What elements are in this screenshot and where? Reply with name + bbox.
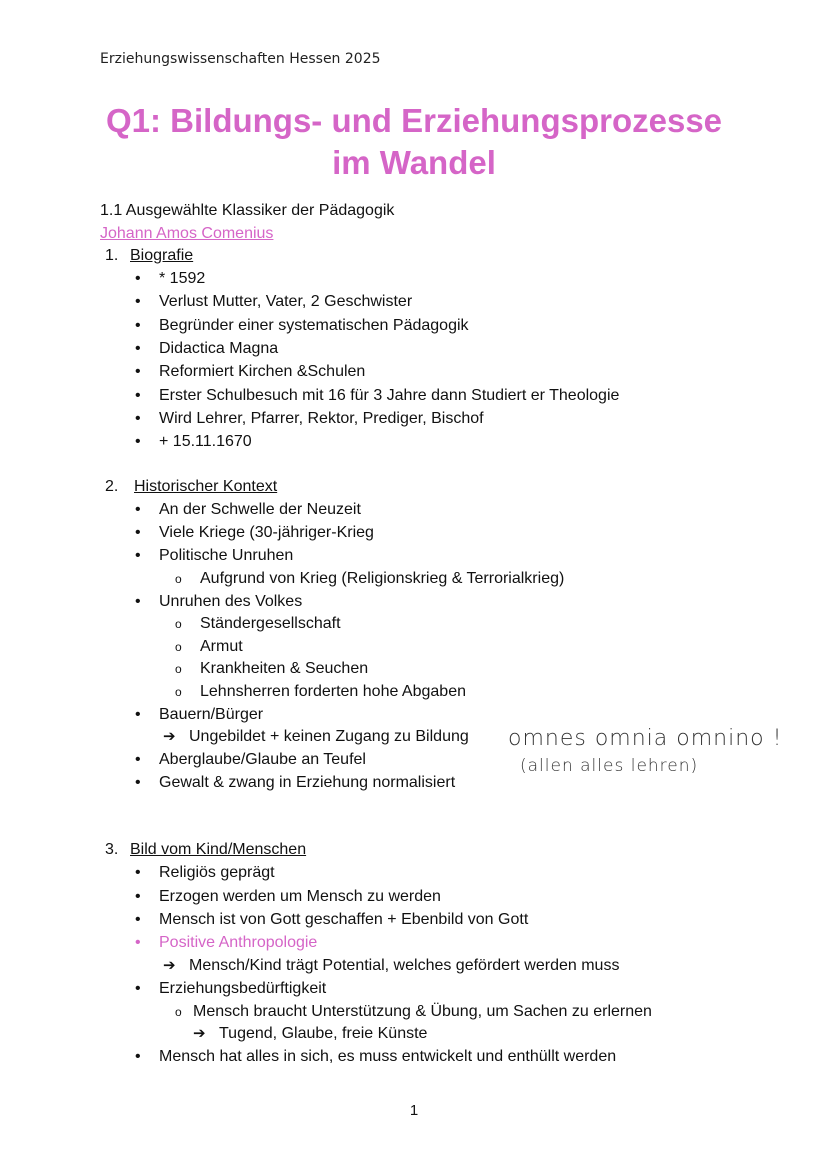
sub-list-item: Armut [200, 638, 243, 655]
bullet-icon: • [135, 363, 141, 380]
circle-bullet-icon: o [175, 617, 182, 631]
bullet-icon: • [135, 751, 141, 768]
sub-list-item: Aufgrund von Krieg (Religionskrieg & Terrorialkrieg) [200, 570, 565, 587]
arrow-right-icon: ➔ [163, 957, 176, 974]
list-item-highlight: Positive Anthropologie [159, 934, 318, 951]
section-1-number: 1. [105, 247, 119, 264]
bullet-icon: • [135, 270, 141, 287]
arrow-right-icon: ➔ [163, 728, 176, 745]
list-item: Mensch ist von Gott geschaffen + Ebenbild von Gott [159, 911, 529, 928]
list-item: Politische Unruhen [159, 547, 294, 564]
list-item: Bauern/Bürger [159, 706, 264, 723]
bullet-icon: • [135, 317, 141, 334]
circle-bullet-icon: o [175, 640, 182, 654]
bullet-icon: • [135, 410, 141, 427]
page-header: Erziehungswissenschaften Hessen 2025 [100, 51, 381, 67]
arrow-item: Tugend, Glaube, freie Künste [219, 1025, 428, 1042]
list-item: Erster Schulbesuch mit 16 für 3 Jahre dann Studiert er Theologie [159, 387, 620, 404]
section-2-title: Historischer Kontext [134, 478, 278, 495]
person-link[interactable]: Johann Amos Comenius [100, 225, 274, 242]
sub-list-item: Mensch braucht Unterstützung & Übung, um Sachen zu erlernen [193, 1003, 652, 1020]
list-item: Gewalt & zwang in Erziehung normalisiert [159, 774, 456, 791]
title-line-2: im Wandel [332, 144, 496, 181]
list-item: Begründer einer systematischen Pädagogik [159, 317, 469, 334]
bullet-icon: • [135, 387, 141, 404]
bullet-icon: • [135, 934, 141, 951]
bullet-icon: • [135, 980, 141, 997]
section-2-number: 2. [105, 478, 119, 495]
page-number: 1 [409, 1102, 419, 1119]
list-item: Verlust Mutter, Vater, 2 Geschwister [159, 293, 413, 310]
list-item: + 15.11.1670 [159, 433, 252, 450]
bullet-icon: • [135, 911, 141, 928]
bullet-icon: • [135, 501, 141, 518]
sub-list-item: Krankheiten & Seuchen [200, 660, 369, 677]
subheading: 1.1 Ausgewählte Klassiker der Pädagogik [100, 202, 395, 219]
section-3-number: 3. [105, 841, 119, 858]
list-item: Religiös geprägt [159, 864, 275, 881]
page-title [0, 100, 828, 184]
bullet-icon: • [135, 340, 141, 357]
bullet-icon: • [135, 524, 141, 541]
handwritten-note-line-1: omnes omnia omnino ! [508, 726, 783, 751]
bullet-icon: • [135, 864, 141, 881]
list-item: An der Schwelle der Neuzeit [159, 501, 361, 518]
handwritten-note-line-2: (allen alles lehren) [520, 756, 699, 776]
bullet-icon: • [135, 433, 141, 450]
bullet-icon: • [135, 774, 141, 791]
circle-bullet-icon: o [175, 685, 182, 699]
bullet-icon: • [135, 706, 141, 723]
list-item: Wird Lehrer, Pfarrer, Rektor, Prediger, Bischof [159, 410, 484, 427]
section-1-title: Biografie [130, 247, 194, 264]
circle-bullet-icon: o [175, 572, 182, 586]
list-item: Viele Kriege (30-jähriger-Krieg [159, 524, 374, 541]
circle-bullet-icon: o [175, 1005, 182, 1019]
arrow-item: Ungebildet + keinen Zugang zu Bildung [189, 728, 469, 745]
list-item: Unruhen des Volkes [159, 593, 303, 610]
bullet-icon: • [135, 593, 141, 610]
bullet-icon: • [135, 888, 141, 905]
list-item: Erzogen werden um Mensch zu werden [159, 888, 441, 905]
list-item: * 1592 [159, 270, 206, 287]
list-item: Didactica Magna [159, 340, 279, 357]
title-line-1: Q1: Bildungs- und Erziehungsprozesse [105, 102, 723, 139]
bullet-icon: • [135, 547, 141, 564]
sub-list-item: Ständergesellschaft [200, 615, 341, 632]
list-item: Aberglaube/Glaube an Teufel [159, 751, 366, 768]
arrow-item: Mensch/Kind trägt Potential, welches gefördert werden muss [189, 957, 620, 974]
sub-list-item: Lehnsherren forderten hohe Abgaben [200, 683, 466, 700]
circle-bullet-icon: o [175, 662, 182, 676]
list-item: Mensch hat alles in sich, es muss entwickelt und enthüllt werden [159, 1048, 617, 1065]
list-item: Erziehungsbedürftigkeit [159, 980, 327, 997]
section-3-title: Bild vom Kind/Menschen [130, 841, 307, 858]
arrow-right-icon: ➔ [193, 1025, 206, 1042]
list-item: Reformiert Kirchen &Schulen [159, 363, 366, 380]
bullet-icon: • [135, 1048, 141, 1065]
bullet-icon: • [135, 293, 141, 310]
